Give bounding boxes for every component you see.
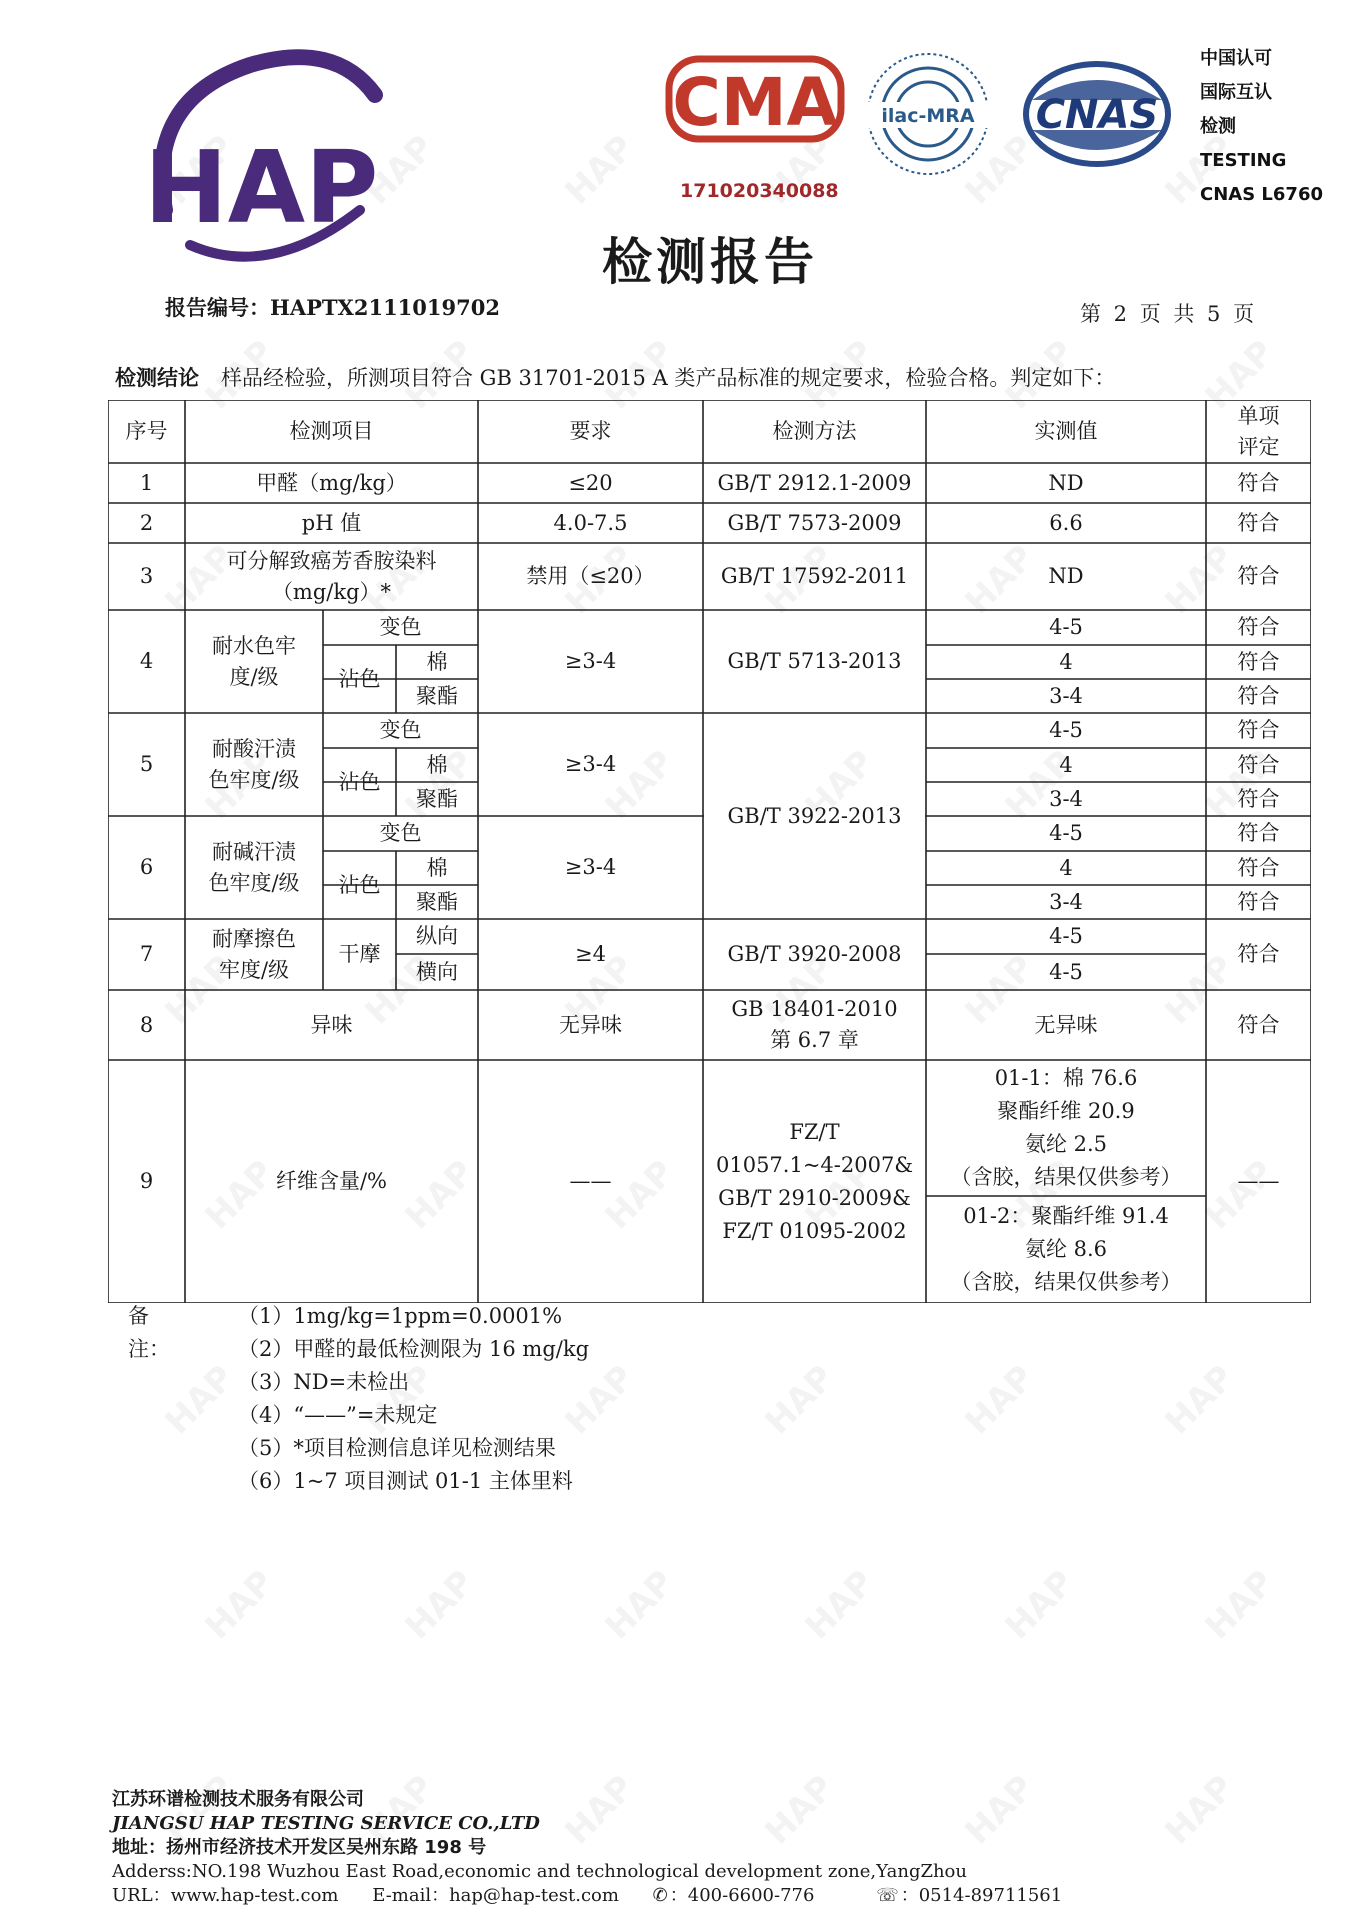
measured-value: 3-4 bbox=[1049, 786, 1083, 811]
header-requirement: 要求 bbox=[569, 419, 612, 443]
watermark-mark bbox=[1198, 1563, 1283, 1648]
sub-item-cotton: 棉 bbox=[426, 855, 448, 880]
measured-value-line: 氨纶 2.5 bbox=[1024, 1132, 1108, 1156]
measured-value: 4-5 bbox=[1049, 615, 1083, 639]
sub-item-color-change: 变色 bbox=[379, 615, 422, 639]
test-item bbox=[185, 919, 323, 990]
measured-value: 3-4 bbox=[1049, 683, 1083, 708]
cnas-logo bbox=[1022, 60, 1172, 168]
sub-item-weft: 横向 bbox=[416, 959, 458, 984]
measured-value-line: （含胶，结果仅供参考） bbox=[950, 1270, 1182, 1294]
judgement: 符合 bbox=[1237, 683, 1280, 708]
test-method-line: 01057.1~4-2007& bbox=[715, 1152, 914, 1177]
hap-logo-text: HAP bbox=[144, 129, 379, 246]
test-item-line: 色牢度/级 bbox=[208, 767, 300, 792]
sub-item-cotton: 棉 bbox=[426, 752, 448, 777]
fax-number: ：0514-89711561 bbox=[900, 1885, 1063, 1906]
watermark-mark bbox=[958, 1358, 1043, 1443]
test-method-line: 第 6.7 章 bbox=[770, 1028, 859, 1052]
measured-value-line: 聚酯纤维 20.9 bbox=[997, 1099, 1135, 1123]
test-method-line: GB/T 2910-2009& bbox=[718, 1185, 911, 1210]
watermark-mark bbox=[198, 1563, 283, 1648]
test-item: 纤维含量/% bbox=[275, 1169, 388, 1193]
sub-item-warp: 纵向 bbox=[416, 924, 458, 948]
judgement: 符合 bbox=[1237, 510, 1280, 535]
accreditation-line: 中国认可 bbox=[1200, 48, 1272, 69]
judgement: —— bbox=[1237, 1169, 1280, 1193]
test-method bbox=[703, 1060, 926, 1303]
judgement: 符合 bbox=[1237, 855, 1280, 880]
test-item: pH 值 bbox=[301, 510, 362, 535]
accreditation-line: CNAS L6760 bbox=[1200, 184, 1324, 205]
row-number: 9 bbox=[139, 1169, 154, 1193]
email-link[interactable]: E-mail：hap@hap-test.com bbox=[372, 1885, 619, 1906]
requirement: ≥4 bbox=[575, 942, 606, 966]
measured-value: 6.6 bbox=[1049, 510, 1083, 535]
test-method: GB/T 3922-2013 bbox=[727, 803, 902, 828]
measured-value: 4-5 bbox=[1049, 924, 1083, 948]
address-cn: 地址：扬州市经济技术开发区吴州东路 198 号 bbox=[112, 1837, 487, 1858]
address-en: Adderss:NO.198 Wuzhou East Road,economic and technological development zone,YangZhou bbox=[112, 1861, 967, 1882]
sub-item-cotton: 棉 bbox=[426, 649, 448, 674]
phone-icon: ✆ bbox=[652, 1885, 668, 1906]
requirement: ≥3-4 bbox=[564, 752, 617, 776]
requirement: ≥3-4 bbox=[564, 855, 617, 879]
company-name-en: JIANGSU HAP TESTING SERVICE CO.,LTD bbox=[112, 1813, 540, 1834]
watermark-mark bbox=[758, 1358, 843, 1443]
page-info: 第 2 页 共 5 页 bbox=[1080, 302, 1258, 326]
sub-item-color-change: 变色 bbox=[379, 821, 422, 845]
measured-value-line: （含胶，结果仅供参考） bbox=[950, 1165, 1182, 1189]
note-item: （5）*项目检测信息详见检测结果 bbox=[238, 1436, 556, 1460]
cma-logo bbox=[665, 55, 845, 150]
requirement: 无异味 bbox=[559, 1012, 622, 1037]
watermark-mark bbox=[1158, 1358, 1243, 1443]
row-number: 2 bbox=[139, 510, 154, 535]
row-number: 3 bbox=[139, 564, 154, 588]
row-number: 7 bbox=[139, 942, 154, 966]
watermark-mark bbox=[158, 1358, 243, 1443]
measured-value: 4 bbox=[1059, 649, 1073, 674]
test-method: GB/T 3920-2008 bbox=[727, 942, 902, 966]
watermark-mark bbox=[598, 1563, 683, 1648]
footer bbox=[112, 1788, 1118, 1908]
note-item: （6）1~7 项目测试 01-1 主体里料 bbox=[238, 1469, 573, 1493]
phone bbox=[653, 1885, 843, 1906]
report-number: 报告编号：HAPTX2111019702 bbox=[165, 295, 500, 320]
watermark-mark bbox=[398, 1563, 483, 1648]
test-method-line: GB 18401-2010 bbox=[731, 997, 898, 1021]
sub-item-staining: 沾色 bbox=[338, 872, 381, 897]
accreditation-text bbox=[1200, 42, 1323, 212]
watermark-mark bbox=[558, 128, 643, 213]
phone-number: ：400-6600-776 bbox=[669, 1885, 815, 1906]
measured-value-line: 01-1：棉 76.6 bbox=[994, 1066, 1138, 1090]
sub-item-dry-rub: 干摩 bbox=[338, 942, 381, 966]
measured-value: 4-5 bbox=[1049, 959, 1083, 984]
cnas-logo-text: CNAS bbox=[1035, 92, 1159, 138]
test-item bbox=[185, 816, 323, 919]
accreditation-line: 检测 bbox=[1200, 116, 1236, 137]
sub-item-polyester: 聚酯 bbox=[416, 786, 458, 811]
row-number: 6 bbox=[139, 855, 154, 879]
measured-value: 4 bbox=[1059, 855, 1073, 880]
note-item: （4）“——”=未规定 bbox=[238, 1403, 438, 1427]
measured-value: 4 bbox=[1059, 752, 1073, 777]
judgement: 符合 bbox=[1237, 821, 1280, 845]
row-number: 8 bbox=[139, 1012, 154, 1037]
test-method: GB/T 7573-2009 bbox=[727, 510, 902, 535]
results-table bbox=[108, 400, 1311, 1303]
judgement: 符合 bbox=[1237, 752, 1280, 777]
contact-line bbox=[112, 1884, 1118, 1908]
sub-item-color-change: 变色 bbox=[379, 718, 422, 742]
test-method-line: FZ/T bbox=[789, 1119, 840, 1144]
row-number: 4 bbox=[139, 649, 154, 673]
sub-item-staining: 沾色 bbox=[338, 769, 381, 794]
ilac-logo-text: ilac-MRA bbox=[881, 105, 975, 127]
accreditation-line: TESTING bbox=[1200, 150, 1287, 171]
sub-item-polyester: 聚酯 bbox=[416, 683, 458, 708]
measured-value: ND bbox=[1048, 470, 1084, 495]
company-name-cn: 江苏环谱检测技术服务有限公司 bbox=[112, 1789, 364, 1810]
measured-value bbox=[926, 1060, 1206, 1196]
requirement: 禁用（≤20） bbox=[526, 564, 655, 588]
judgement: 符合 bbox=[1237, 889, 1280, 914]
header-item: 检测项目 bbox=[289, 419, 374, 443]
test-conclusion bbox=[115, 362, 1115, 392]
document-title: 检测报告 bbox=[602, 232, 818, 291]
judgement: 符合 bbox=[1237, 564, 1280, 588]
test-item-line: 耐酸汗渍 bbox=[212, 736, 296, 761]
test-method-line: FZ/T 01095-2002 bbox=[722, 1218, 907, 1243]
note-item: （2）甲醛的最低检测限为 16 mg/kg bbox=[238, 1337, 590, 1361]
sub-item-staining: 沾色 bbox=[338, 666, 381, 691]
accreditation-line: 国际互认 bbox=[1200, 82, 1272, 103]
measured-value-line: 01-2：聚酯纤维 91.4 bbox=[963, 1204, 1169, 1228]
test-item-line: 耐摩擦色 bbox=[212, 926, 296, 951]
watermark-mark bbox=[998, 1563, 1083, 1648]
cma-number: 171020340088 bbox=[680, 180, 839, 202]
conclusion-label: 检测结论 bbox=[115, 365, 199, 390]
header-method: 检测方法 bbox=[772, 419, 857, 443]
measured-value bbox=[926, 1196, 1206, 1303]
judgement: 符合 bbox=[1237, 942, 1280, 966]
test-item bbox=[185, 610, 323, 713]
header-judgement bbox=[1206, 400, 1311, 463]
notes-label: 备注： bbox=[128, 1304, 170, 1361]
note-item: （1）1mg/kg=1ppm=0.0001% bbox=[238, 1304, 563, 1328]
requirement: 4.0-7.5 bbox=[553, 510, 628, 535]
test-method bbox=[703, 990, 926, 1060]
measured-value: 4-5 bbox=[1049, 821, 1083, 845]
ilac-mra-logo bbox=[862, 50, 994, 178]
test-item bbox=[185, 713, 323, 816]
row-number: 5 bbox=[139, 752, 154, 776]
header-judgement-line: 单项 bbox=[1237, 403, 1280, 428]
cma-logo-text: CMA bbox=[672, 64, 838, 141]
measured-value: 4-5 bbox=[1049, 718, 1083, 742]
fax bbox=[876, 1885, 1090, 1906]
judgement: 符合 bbox=[1237, 615, 1280, 639]
test-method: GB/T 2912.1-2009 bbox=[717, 470, 912, 495]
judgement: 符合 bbox=[1237, 470, 1280, 495]
requirement: ≤20 bbox=[568, 470, 613, 495]
judgement: 符合 bbox=[1237, 718, 1280, 742]
test-item-line: （mg/kg）* bbox=[271, 579, 392, 604]
header-judgement-line: 评定 bbox=[1237, 434, 1280, 459]
test-item-line: 耐碱汗渍 bbox=[212, 839, 296, 864]
test-item-line: 可分解致癌芳香胺染料 bbox=[226, 548, 437, 573]
measured-value: 3-4 bbox=[1049, 889, 1083, 914]
header-no: 序号 bbox=[125, 419, 168, 443]
header-value: 实测值 bbox=[1034, 419, 1098, 443]
website-link[interactable]: URL：www.hap-test.com bbox=[112, 1885, 339, 1906]
measured-value: ND bbox=[1048, 564, 1084, 588]
test-item: 异味 bbox=[310, 1012, 353, 1037]
fax-icon: ☏ bbox=[876, 1885, 899, 1906]
watermark-mark bbox=[798, 1563, 883, 1648]
note-item: （3）ND=未检出 bbox=[238, 1370, 410, 1394]
test-item-line: 度/级 bbox=[229, 664, 279, 689]
judgement: 符合 bbox=[1237, 786, 1280, 811]
sub-item-polyester: 聚酯 bbox=[416, 889, 458, 914]
requirement: —— bbox=[569, 1169, 612, 1193]
test-item-line: 色牢度/级 bbox=[208, 870, 300, 895]
test-item-line: 牢度/级 bbox=[218, 957, 290, 982]
judgement: 符合 bbox=[1237, 1012, 1280, 1037]
measured-value: 无异味 bbox=[1034, 1012, 1098, 1037]
test-method: GB/T 5713-2013 bbox=[727, 649, 902, 673]
conclusion-text: 样品经检验，所测项目符合 GB 31701-2015 A 类产品标准的规定要求，检验合格。判定如下： bbox=[221, 366, 1116, 390]
measured-value-line: 氨纶 8.6 bbox=[1024, 1237, 1108, 1261]
test-item-line: 耐水色牢 bbox=[212, 633, 296, 658]
test-method: GB/T 17592-2011 bbox=[720, 564, 909, 588]
test-item: 甲醛（mg/kg） bbox=[256, 470, 407, 495]
row-number: 1 bbox=[139, 470, 154, 495]
judgement: 符合 bbox=[1237, 649, 1280, 674]
requirement: ≥3-4 bbox=[564, 649, 617, 673]
test-item bbox=[185, 543, 478, 610]
watermark-mark bbox=[1158, 1768, 1243, 1853]
